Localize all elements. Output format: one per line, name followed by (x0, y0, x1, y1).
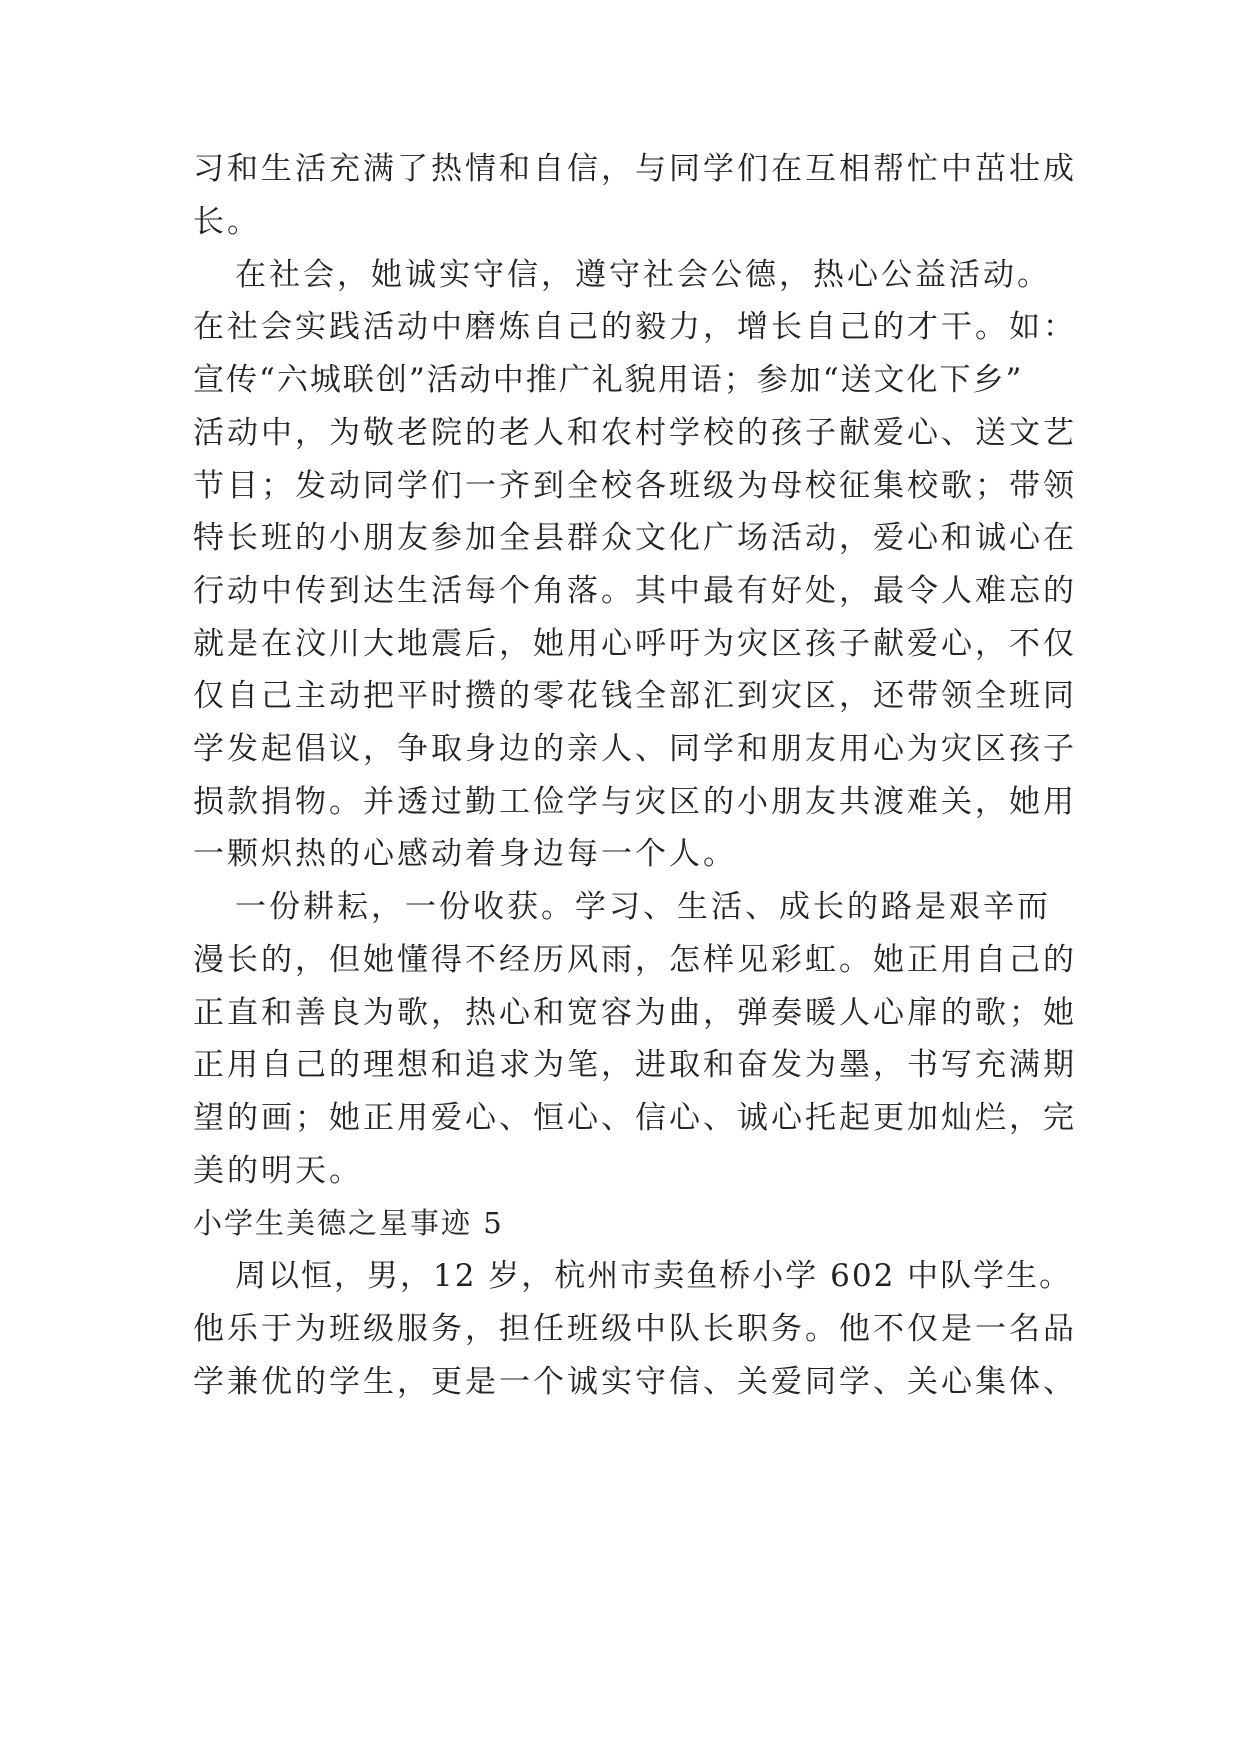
paragraph-first-line: 一份耕耘，一份收获。学习、生活、成长的路是艰辛而 (235, 889, 1051, 925)
text-line: 正直和善良为歌，热心和宽容为曲，弹奏暖人心扉的歌；她 (193, 995, 1077, 1031)
text-line: 损款捐物。并透过勤工俭学与灾区的小朋友共渡难关，她用 (193, 784, 1077, 820)
text-line: 学兼优的学生，更是一个诚实守信、关爱同学、关心集体、 (193, 1364, 1077, 1400)
text-line: 习和生活充满了热情和自信，与同学们在互相帮忙中茁壮成 (193, 151, 1077, 187)
text-line: 学发起倡议，争取身边的亲人、同学和朋友用心为灾区孩子 (193, 731, 1077, 767)
text-line: 活动中，为敬老院的老人和农村学校的孩子献爱心、送文艺 (193, 415, 1077, 451)
text-line: 特长班的小朋友参加全县群众文化广场活动，爱心和诚心在 (193, 520, 1077, 556)
paragraph-first-line: 在社会，她诚实守信，遵守社会公德，热心公益活动。 (235, 257, 1051, 293)
text-line: 就是在汶川大地震后，她用心呼吁为灾区孩子献爱心，不仅 (193, 626, 1077, 662)
text-line: 节目；发动同学们一齐到全校各班级为母校征集校歌；带领 (193, 468, 1077, 504)
text-line: 行动中传到达生活每个角落。其中最有好处，最令人难忘的 (193, 573, 1077, 609)
section-heading: 小学生美德之星事迹 5 (193, 1206, 504, 1240)
text-line: 正用自己的理想和追求为笔，进取和奋发为墨，书写充满期 (193, 1047, 1077, 1083)
text-line: 一颗炽热的心感动着身边每一个人。 (193, 836, 737, 872)
text-line: 望的画；她正用爱心、恒心、信心、诚心托起更加灿烂，完 (193, 1100, 1077, 1136)
text-line: 漫长的，但她懂得不经历风雨，怎样见彩虹。她正用自己的 (193, 942, 1077, 978)
text-line: 美的明天。 (193, 1153, 363, 1189)
paragraph-first-line: 周以恒，男，12 岁，杭州市卖鱼桥小学 602 中队学生。 (235, 1258, 1073, 1294)
text-line: 仅自己主动把平时攒的零花钱全部汇到灾区，还带领全班同 (193, 678, 1077, 714)
text-line: 在社会实践活动中磨炼自己的毅力，增长自己的才干。如： (193, 309, 1077, 345)
text-line: 长。 (193, 204, 261, 240)
text-line: 宣传“六城联创”活动中推广礼貌用语；参加“送文化下乡” (193, 362, 1024, 398)
text-line: 他乐于为班级服务，担任班级中队长职务。他不仅是一名品 (193, 1311, 1077, 1347)
